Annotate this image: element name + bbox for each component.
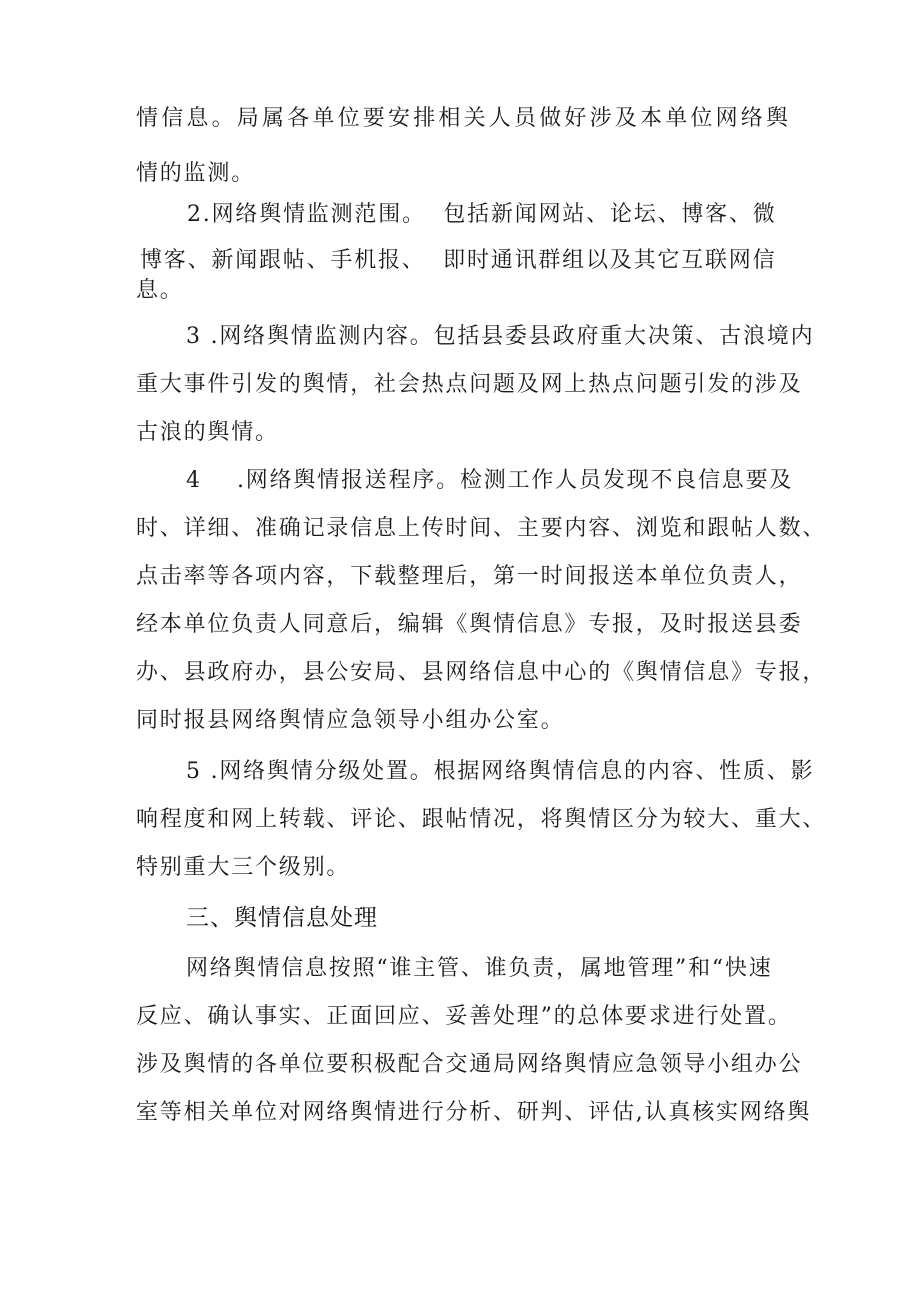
paragraph-line: 同时报县网络舆情应急领导小组办公室。 <box>136 708 565 733</box>
paragraph-line: 室等相关单位对网络舆情进行分析、研判、评估,认真核实网络舆 <box>136 1100 812 1125</box>
paragraph-line: 3 .网络舆情监测内容。包括县委县政府重大决策、古浪境内 <box>186 324 815 349</box>
paragraph-line: 重大事件引发的舆情，社会热点问题及网上热点问题引发的涉及 <box>136 372 803 397</box>
paragraph-line: 反应、确认事实、正面回应、妥善处理”的总体要求进行处置。 <box>136 1004 792 1029</box>
paragraph-line: 5 .网络舆情分级处置。根据网络舆情信息的内容、性质、影 <box>186 759 815 784</box>
paragraph-line: 情信息。局属各单位要安排相关人员做好涉及本单位网络舆 <box>136 106 792 131</box>
paragraph-line: 博客、新闻跟帖、手机报、 即时通讯群组以及其它互联网信 <box>140 248 777 273</box>
paragraph-line: 4 .网络舆情报送程序。检测工作人员发现不良信息要及 <box>186 468 794 493</box>
paragraph-line: 息。 <box>136 278 184 303</box>
paragraph-line: 时、详细、准确记录信息上传时间、主要内容、浏览和跟帖人数、 <box>136 516 827 541</box>
paragraph-line: 2.网络舆情监测范围。 包括新闻网站、论坛、博客、微 <box>187 202 777 227</box>
paragraph-line: 网络舆情信息按照“谁主管、谁负责，属地管理”和“快速 <box>186 956 773 981</box>
paragraph-line: 古浪的舆情。 <box>136 420 279 445</box>
paragraph-line: 点击率等各项内容，下载整理后，第一时间报送本单位负责人， <box>136 564 803 589</box>
paragraph-line: 响程度和网上转载、评论、跟帖情况，将舆情区分为较大、重大、 <box>136 807 827 832</box>
paragraph-line: 经本单位负责人同意后，编辑《舆情信息》专报，及时报送县委 <box>136 612 803 637</box>
paragraph-line: 涉及舆情的各单位要积极配合交通局网络舆情应急领导小组办公 <box>136 1052 803 1077</box>
paragraph-line: 特别重大三个级别。 <box>136 855 351 880</box>
paragraph-line: 办、县政府办，县公安局、县网络信息中心的《舆情信息》专报， <box>136 660 827 685</box>
section-heading: 三、舆情信息处理 <box>186 905 378 931</box>
paragraph-line: 情的监测。 <box>136 161 256 186</box>
